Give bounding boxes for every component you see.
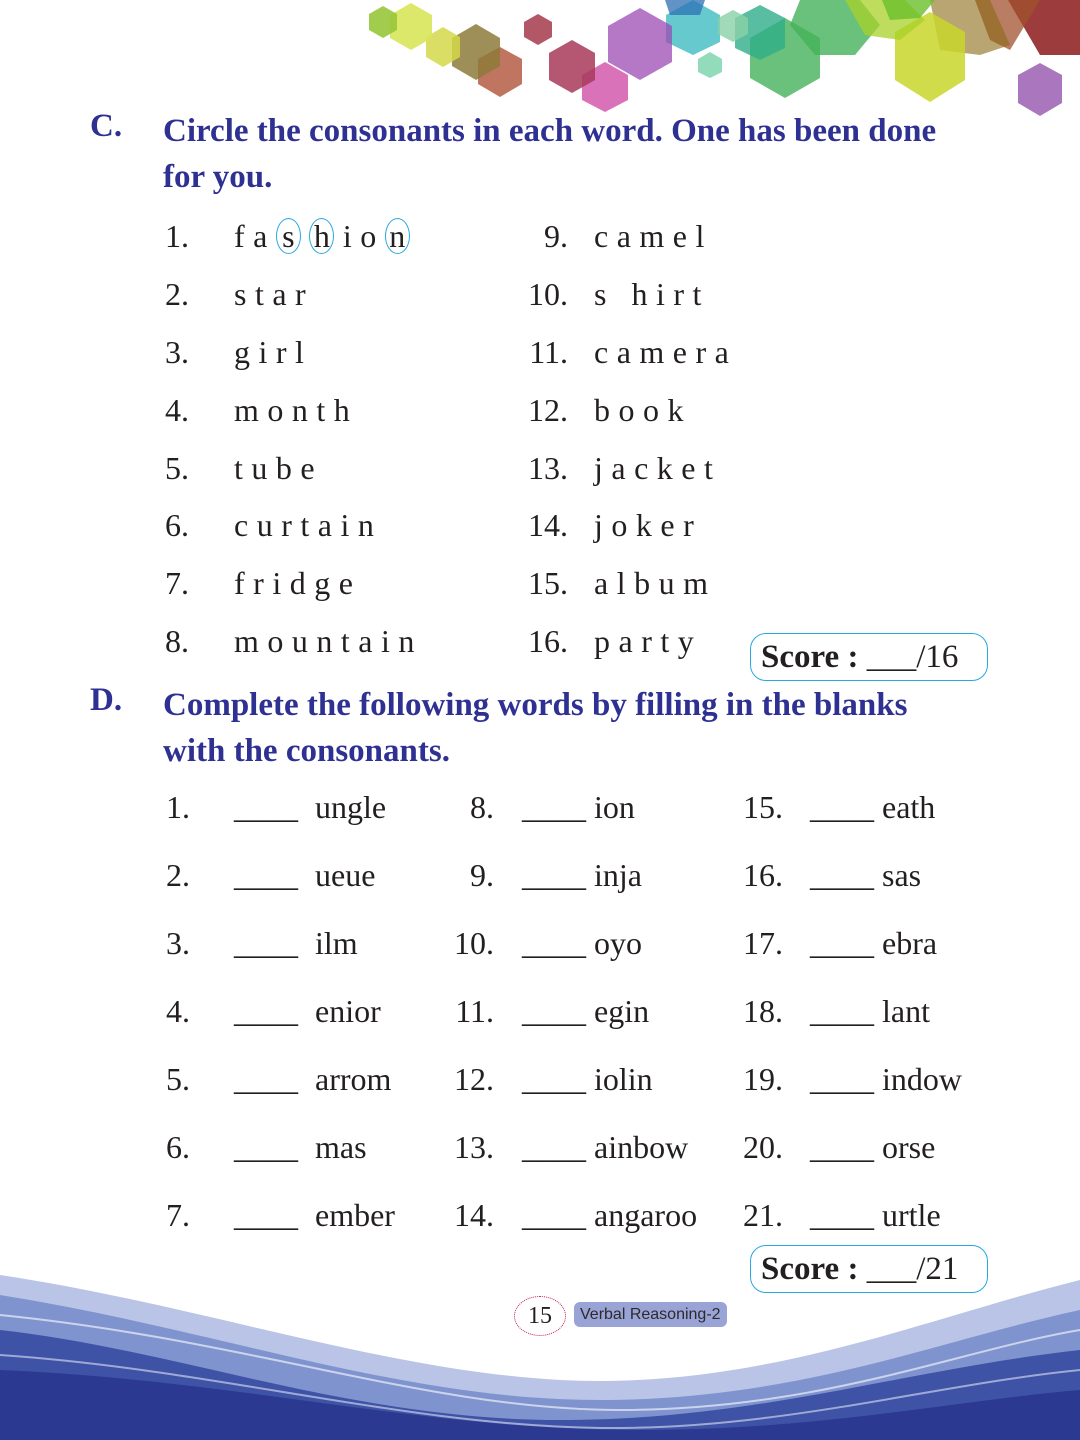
list-item [0,446,1080,490]
item-number: 16. [528,623,568,659]
word-ending: inja [594,857,642,893]
item-number: 15. [528,565,568,601]
item-number: 8. [470,789,494,825]
list-item [0,561,1080,605]
example-letter: f [234,218,245,254]
item-number: 7. [165,565,189,601]
word: camera [594,334,738,370]
item-number: 12. [528,392,568,428]
word: jacket [594,450,722,486]
item-number: 9. [470,857,494,893]
item-number: 18. [743,993,783,1029]
item-number: 3. [166,925,190,961]
item-number: 10. [528,276,568,312]
blank-line[interactable]: ____ [522,857,586,893]
word: book [594,392,692,428]
example-letter: a [253,218,268,254]
item-number: 19. [743,1061,783,1097]
list-item [0,1057,1080,1101]
item-number: 1. [165,218,189,254]
word-ending: iolin [594,1061,653,1097]
item-number: 3. [165,334,189,370]
blank-line[interactable]: ____ [522,789,586,825]
blank-line[interactable]: ____ [810,789,874,825]
item-number: 1. [166,789,190,825]
section-c-score-label: Score : [761,639,859,675]
blank-line[interactable]: ____ [234,993,298,1029]
blank-line[interactable]: ____ [810,925,874,961]
list-item [0,1125,1080,1169]
word-ending: eath [882,789,936,825]
word-ending: ueue [315,857,376,893]
item-number: 2. [165,276,189,312]
section-c-score-box [750,633,988,681]
circled-consonant: h [309,218,334,254]
list-item [0,330,1080,374]
word-ending: arrom [315,1061,392,1097]
item-number: 12. [454,1061,494,1097]
blank-line[interactable]: ____ [522,925,586,961]
item-number: 14. [528,507,568,543]
word-ending: sas [882,857,922,893]
word-ending: indow [882,1061,962,1097]
list-item [0,503,1080,547]
word: fridge [234,565,362,601]
item-number: 21. [743,1197,783,1233]
word-ending: mas [315,1129,367,1165]
word: girl [234,334,313,370]
item-number: 2. [166,857,190,893]
blank-line[interactable]: ____ [810,1061,874,1097]
list-item [0,853,1080,897]
word-ending: enior [315,993,381,1029]
word: mountain [234,623,423,659]
blank-line[interactable]: ____ [522,993,586,1029]
circled-consonant: n [385,218,410,254]
item-number: 20. [743,1129,783,1165]
wave-decoration [0,1260,1080,1440]
word-ending: urtle [882,1197,941,1233]
list-item [0,785,1080,829]
section-d-letter: D. [90,682,123,718]
item-number: 4. [166,993,190,1029]
list-item [0,1193,1080,1237]
example-letter: o [360,218,377,254]
blank-line[interactable]: ____ [810,857,874,893]
item-number: 7. [166,1197,190,1233]
item-number: 11. [529,334,568,370]
book-title-tag: Verbal Reasoning-2 [574,1302,727,1327]
blank-line[interactable]: ____ [522,1197,586,1233]
list-item [0,214,1080,258]
word-ending: lant [882,993,930,1029]
word: month [234,392,359,428]
section-d-score-label: Score : [761,1251,859,1287]
page-number: 15 [514,1296,566,1336]
word-ending: ainbow [594,1129,689,1165]
section-c-score-value: ___/16 [866,639,959,675]
word: curtain [234,507,383,543]
item-number: 11. [455,993,494,1029]
blank-line[interactable]: ____ [810,1129,874,1165]
item-number: 10. [454,925,494,961]
blank-line[interactable]: ____ [810,993,874,1029]
section-d-instruction-line1: Complete the following words by filling in the blanks [163,687,908,723]
word-ending: egin [594,993,650,1029]
section-c-letter: C. [90,108,123,144]
item-number: 8. [165,623,189,659]
blank-line[interactable]: ____ [522,1061,586,1097]
hexagon-decoration [0,0,1080,125]
item-number: 14. [454,1197,494,1233]
item-number: 5. [166,1061,190,1097]
list-item [0,989,1080,1033]
circled-consonant: s [276,218,301,254]
word-ending: ember [315,1197,395,1233]
section-d-instruction-line2: with the consonants. [163,733,450,769]
word-ending: ebra [882,925,938,961]
item-number: 13. [454,1129,494,1165]
example-letter: i [342,218,352,254]
blank-line[interactable]: ____ [234,857,298,893]
blank-line[interactable]: ____ [810,1197,874,1233]
blank-line[interactable]: ____ [522,1129,586,1165]
item-number: 6. [166,1129,190,1165]
word: album [594,565,717,601]
item-number: 15. [743,789,783,825]
section-c-instruction-line2: for you. [163,159,273,195]
word: tube [234,450,324,486]
section-d-score-value: ___/21 [866,1251,959,1287]
word: party [594,623,703,659]
item-number: 4. [165,392,189,428]
word: joker [594,507,703,543]
word-ending: ungle [315,789,387,825]
blank-line[interactable]: ____ [234,1061,298,1097]
word: star [234,276,315,312]
word-ending: ion [594,789,635,825]
blank-line[interactable]: ____ [234,1197,298,1233]
list-item [0,272,1080,316]
item-number: 17. [743,925,783,961]
item-number: 9. [544,218,568,254]
item-number: 13. [528,450,568,486]
section-d-instruction [163,682,988,774]
section-c-instruction-line1: Circle the consonants in each word. One has been done [163,113,937,149]
word-ending: oyo [594,925,642,961]
word-ending: orse [882,1129,936,1165]
list-item [0,388,1080,432]
blank-line[interactable]: ____ [234,789,298,825]
word-ending: ilm [315,925,358,961]
section-c-instruction [163,108,988,200]
word: camel [594,218,713,254]
list-item [0,921,1080,965]
blank-line[interactable]: ____ [234,1129,298,1165]
item-number: 6. [165,507,189,543]
item-number: 5. [165,450,189,486]
word: s hirt [594,276,710,312]
word-ending: angaroo [594,1197,698,1233]
item-number: 16. [743,857,783,893]
blank-line[interactable]: ____ [234,925,298,961]
